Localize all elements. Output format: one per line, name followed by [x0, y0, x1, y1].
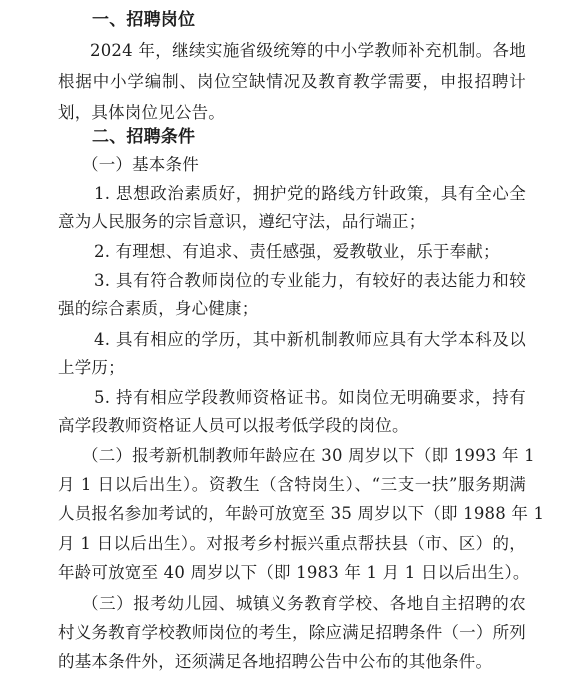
condition-item-2-line-1: 2. 有理想、有追求、责任感强，爱教敬业，乐于奉献； — [94, 242, 500, 261]
age-paragraph-line-1: （二）报考新机制教师年龄应在 30 周岁以下（即 1993 年 1 — [82, 446, 535, 465]
condition-item-3-line-2: 强的综合素质，身心健康； — [58, 299, 259, 318]
section-heading-conditions: 二、招聘条件 — [92, 127, 196, 147]
age-paragraph-line-4: 月 1 日以后出生）。对报考乡村振兴重点帮扶县（市、区）的， — [58, 534, 526, 553]
subheading-basic-conditions: （一）基本条件 — [82, 155, 199, 174]
age-paragraph-line-3: 人员报名参加考试的，年龄可放宽至 35 周岁以下（即 1988 年 1 — [58, 504, 545, 523]
condition-item-4-line-1: 4. 具有相应的学历，其中新机制教师应具有大学本科及以 — [94, 330, 526, 349]
condition-item-5-line-1: 5. 持有相应学段教师资格证书。如岗位无明确要求，持有 — [94, 388, 526, 407]
condition-item-1-line-2: 意为人民服务的宗旨意识，遵纪守法，品行端正； — [58, 212, 426, 231]
age-paragraph-line-5: 年龄可放宽至 40 周岁以下（即 1983 年 1 月 1 日以后出生）。 — [58, 563, 530, 582]
other-conditions-line-1: （三）报考幼儿园、城镇义务教育学校、各地自主招聘的农 — [82, 594, 526, 613]
positions-paragraph-line-1: 2024 年，继续实施省级统筹的中小学教师补充机制。各地 — [90, 41, 526, 60]
age-paragraph-line-2: 月 1 日以后出生）。资教生（含特岗生）、“三支一扶”服务期满 — [58, 475, 526, 494]
other-conditions-line-2: 村义务教育学校教师岗位的考生，除应满足招聘条件（一）所列 — [58, 623, 526, 642]
condition-item-3-line-1: 3. 具有符合教师岗位的专业能力，有较好的表达能力和较 — [94, 271, 526, 290]
condition-item-1-line-1: 1. 思想政治素质好，拥护党的路线方针政策，具有全心全 — [94, 184, 526, 203]
section-heading-positions: 一、招聘岗位 — [92, 10, 196, 30]
positions-paragraph-line-2: 根据中小学编制、岗位空缺情况及教育教学需要，申报招聘计 — [58, 72, 526, 91]
condition-item-4-line-2: 上学历； — [58, 358, 125, 377]
condition-item-5-line-2: 高学段教师资格证人员可以报考低学段的岗位。 — [58, 416, 409, 435]
other-conditions-line-3: 的基本条件外，还须满足各地招聘公告中公布的其他条件。 — [58, 652, 493, 671]
positions-paragraph-line-3: 划，具体岗位见公告。 — [58, 103, 225, 122]
